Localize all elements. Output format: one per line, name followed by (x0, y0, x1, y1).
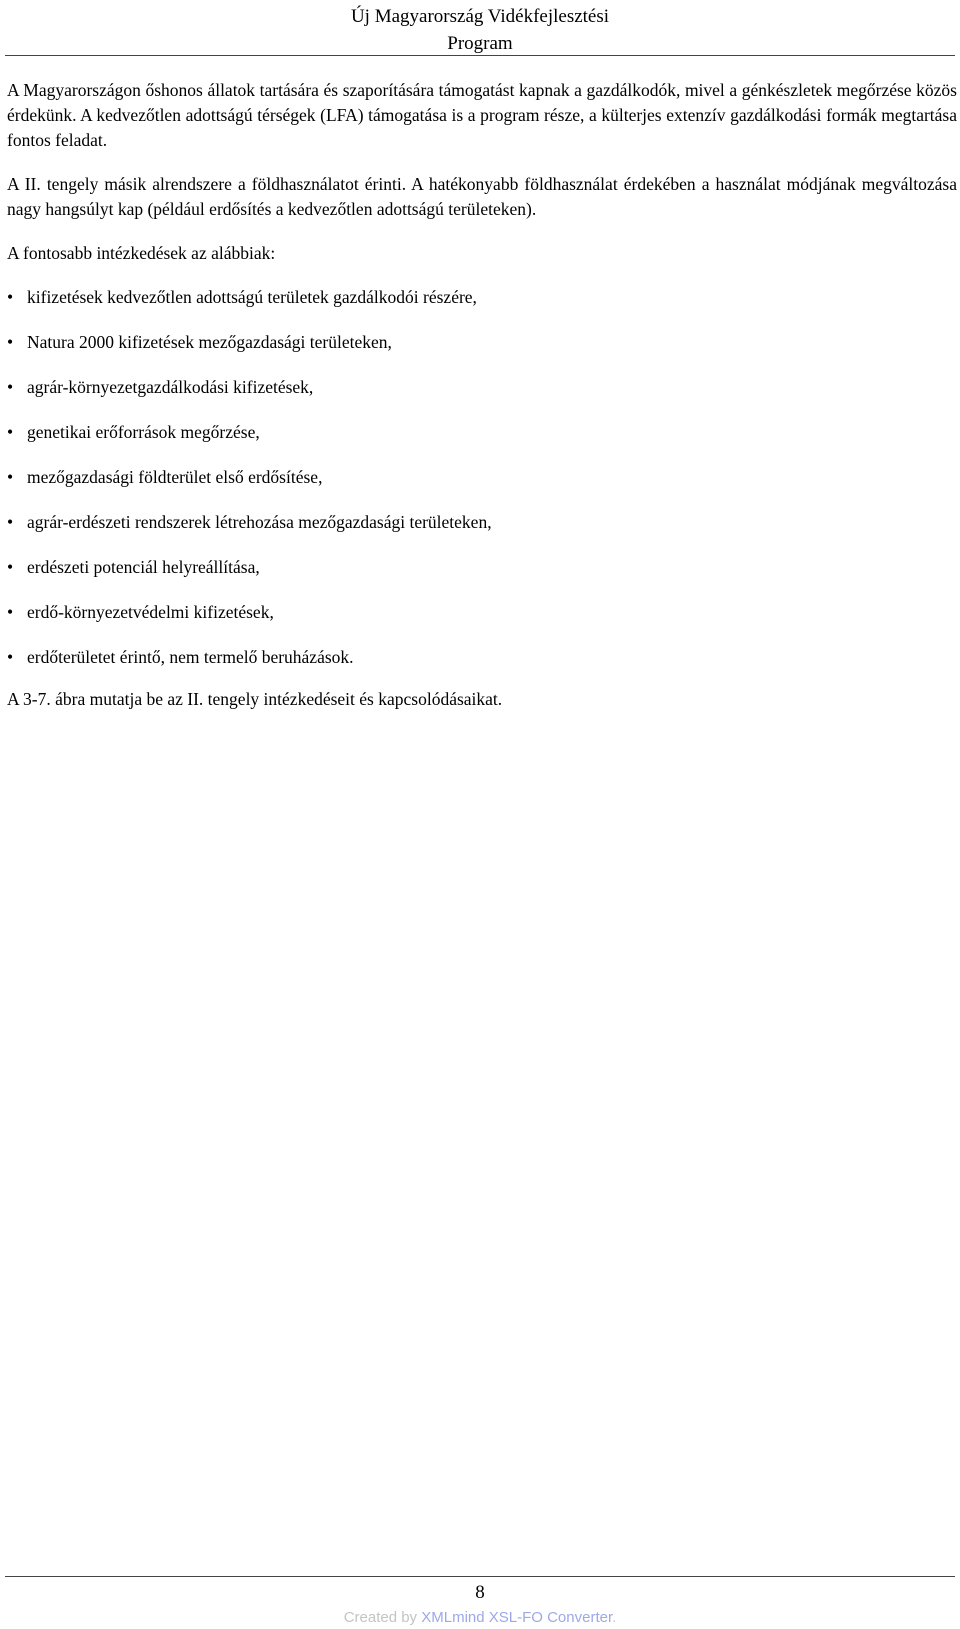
footer-divider (5, 1576, 955, 1577)
list-item (7, 330, 957, 355)
paragraph-land-use: A II. tengely másik alrendszere a földhasználatot érinti. A hatékonyabb földhasználat érdekében a használat módjának megváltozása nagy hangsúlyt kap (például erdősítés a kedvezőtlen adottságú területeken). (7, 174, 957, 219)
list-item-text: erdészeti potenciál helyreállítása, (27, 557, 260, 577)
list-item (7, 285, 957, 310)
bullet-icon: • (7, 287, 14, 307)
watermark-brand-link[interactable]: XMLmind XSL-FO Converter (421, 1609, 613, 1626)
header-title-line-1: Új Magyarország Vidékfejlesztési (350, 6, 610, 27)
list-item (7, 375, 957, 400)
paragraph-measures-intro: A fontosabb intézkedések az alábbiak: (7, 243, 276, 263)
list-item (7, 510, 957, 535)
list-item-text: genetikai erőforrások megőrzése, (27, 422, 260, 442)
bullet-icon: • (7, 377, 14, 397)
list-item-text: agrár-környezetgazdálkodási kifizetések, (27, 377, 314, 397)
bullet-icon: • (7, 557, 14, 577)
page-header (0, 3, 960, 57)
list-item-text: agrár-erdészeti rendszerek létrehozása mezőgazdasági területeken, (27, 512, 492, 532)
list-item (7, 600, 957, 625)
bullet-icon: • (7, 467, 14, 487)
measures-list (7, 285, 957, 670)
paragraph-native-animals: A Magyarországon őshonos állatok tartására és szaporítására támogatást kapnak a gazdálkodók, mivel a génkészletek megőrzése közös érdekünk. A kedvezőtlen adottságú térségek (LFA) támogatása is a program része, a külterjes extenzív gazdálkodási formák megtartása fontos feladat. (7, 80, 957, 150)
list-item-text: mezőgazdasági földterület első erdősítése, (27, 467, 323, 487)
bullet-icon: • (7, 512, 14, 532)
bullet-icon: • (7, 602, 14, 622)
list-item (7, 645, 957, 670)
list-item-text: kifizetések kedvezőtlen adottságú területek gazdálkodói részére, (27, 287, 477, 307)
list-item-text: erdőterületet érintő, nem termelő beruházások. (27, 647, 354, 667)
bullet-icon: • (7, 332, 14, 352)
list-item (7, 465, 957, 490)
list-item-text: Natura 2000 kifizetések mezőgazdasági területeken, (27, 332, 392, 352)
list-item (7, 555, 957, 580)
converter-watermark (0, 1608, 960, 1628)
list-item-text: erdő-környezetvédelmi kifizetések, (27, 602, 274, 622)
list-item (7, 420, 957, 445)
header-divider (5, 55, 955, 56)
watermark-prefix: Created by (343, 1609, 422, 1626)
page-number: 8 (475, 1582, 485, 1603)
bullet-icon: • (7, 647, 14, 667)
document-body (7, 78, 957, 731)
watermark-suffix: . (612, 1609, 617, 1626)
paragraph-figure-reference: A 3-7. ábra mutatja be az II. tengely intézkedéseit és kapcsolódásaikat. (7, 689, 503, 709)
bullet-icon: • (7, 422, 14, 442)
header-title-line-2: Program (447, 33, 513, 54)
